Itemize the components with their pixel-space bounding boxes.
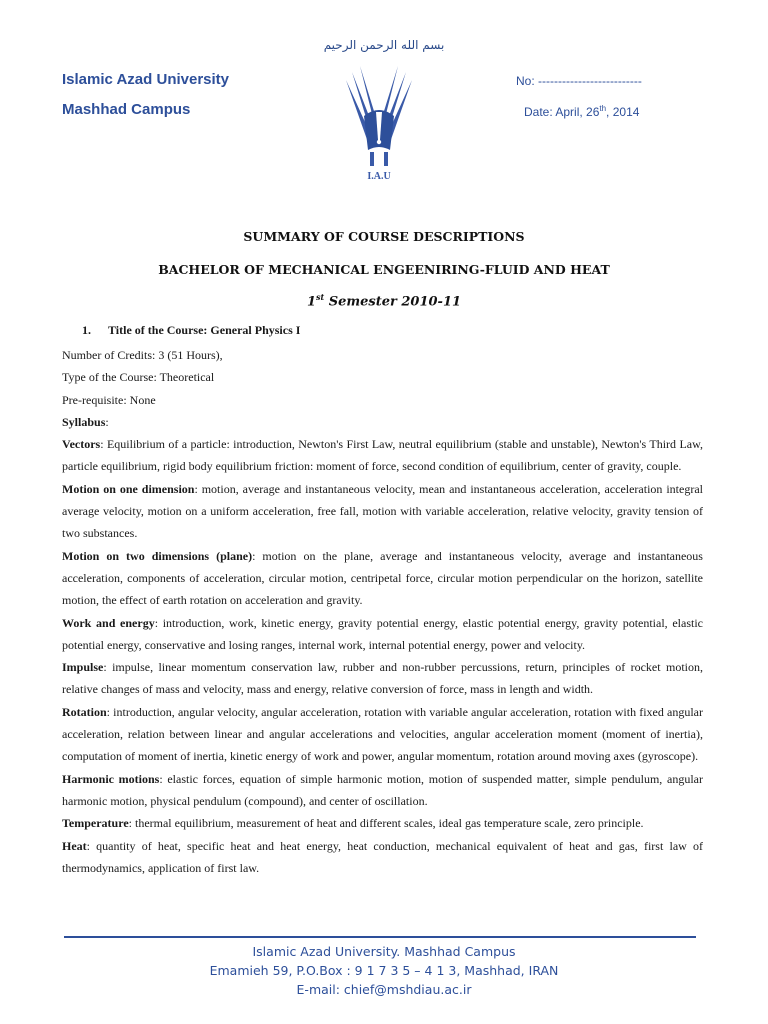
section-term: Rotation — [62, 704, 107, 719]
course-title — [82, 323, 300, 338]
course-number: 1. — [82, 323, 91, 337]
program-title: BACHELOR OF MECHANICAL ENGEENIRING-FLUID AND HEAT — [158, 262, 610, 277]
date-suffix: , 2014 — [606, 105, 640, 119]
document-number: No: -------------------------- — [516, 74, 642, 88]
footer-email: E-mail: chief@mshdiau.ac.ir — [296, 982, 472, 997]
syllabus-section-motion-2d — [62, 545, 703, 612]
iau-logo-icon — [340, 58, 418, 182]
semester-title — [0, 292, 768, 309]
section-text: : introduction, angular velocity, angular acceleration, rotation with variable angular acceleration, rotation with fixed angular acceleration, relation between linear and angular accelerations and velocities, angular acceleration moment (moment of inertia), computation of moment of inertia, kinetic energy of work and power, angular momentum, rotation around moving axes (gyroscope). — [62, 704, 703, 764]
syllabus-section-motion-1d — [62, 478, 703, 545]
syllabus-label: Syllabus — [62, 414, 106, 429]
campus-name: Mashhad Campus — [62, 101, 191, 118]
course-body — [62, 344, 703, 879]
bismillah-header: بسم الله الرحمن الرحيم — [323, 38, 445, 52]
section-text: : motion on the plane, average and instantaneous velocity, average and instantaneous acceleration, components of acceleration, circular motion, centripetal force, circular motion perpendicular on the horizon, satellite motion, the effect of earth rotation on acceleration and gravity. — [62, 548, 703, 608]
course-credits: Number of Credits: 3 (51 Hours), — [62, 348, 223, 362]
logo-text: I.A.U — [367, 171, 391, 182]
course-prerequisite: Pre-requisite: None — [62, 392, 156, 407]
section-text: : motion, average and instantaneous velocity, mean and instantaneous acceleration, acceleration integral average velocity, motion on a uniform acceleration, free fall, motion with variable acceleration, relative velocity, gravity tension of two substances. — [62, 481, 703, 541]
section-term: Harmonic motions — [62, 771, 160, 786]
semester-ordinal: st — [315, 292, 325, 302]
semester-number: 1 — [306, 294, 316, 310]
syllabus-heading: Syllabus: — [62, 414, 109, 429]
course-type: Type of the Course: Theoretical — [62, 370, 215, 385]
section-term: Vectors — [62, 437, 101, 452]
section-text: : elastic forces, equation of simple harmonic motion, motion of suspended matter, simple pendulum, angular harmonic motion, physical pendulum (compound), and center of oscillation. — [62, 771, 703, 808]
date-ordinal: th — [599, 104, 607, 113]
section-text: : Equilibrium of a particle: introduction, Newton's First Law, neutral equilibrium (stable and unstable), Newton's Third Law, particle equilibrium, rigid body equilibrium friction: moment of force, second condition of equilibrium, center of gravity, couple. — [62, 437, 703, 474]
document-date — [524, 104, 639, 119]
syllabus-section-vectors — [62, 433, 703, 478]
section-term: Motion on one dimension — [62, 481, 195, 496]
section-text: : thermal equilibrium, measurement of heat and different scales, ideal gas temperature scale, zero principle. — [128, 816, 644, 831]
course-title-text: Title of the Course: General Physics I — [108, 323, 301, 337]
footer-divider — [64, 936, 696, 938]
syllabus-section-work-energy — [62, 612, 703, 657]
section-term: Temperature — [62, 816, 129, 831]
syllabus-section-heat — [62, 835, 703, 880]
university-name: Islamic Azad University — [62, 71, 230, 88]
section-term: Heat — [62, 838, 87, 853]
document-title: SUMMARY OF COURSE DESCRIPTIONS — [243, 229, 525, 244]
section-text: : introduction, work, kinetic energy, gravity potential energy, elastic potential energy, gravity potential, elastic potential energy, conservative and losing ranges, internal work, internal potential energy, power and velocity. — [62, 615, 704, 652]
section-term: Work and energy — [62, 615, 155, 630]
section-text: : quantity of heat, specific heat and heat energy, heat conduction, mechanical equivalent of heat and gas, first law of thermodynamics, application of first law. — [62, 838, 703, 875]
footer-university: Islamic Azad University. Mashhad Campus — [252, 944, 516, 959]
date-prefix: Date: April, 26 — [524, 105, 600, 119]
syllabus-section-temperature — [62, 812, 703, 834]
footer-address: Emamieh 59, P.O.Box : 9 1 7 3 5 – 4 1 3, Mashhad, IRAN — [209, 963, 559, 978]
syllabus-section-rotation — [62, 701, 703, 768]
section-term: Impulse — [62, 660, 104, 675]
syllabus-section-impulse — [62, 656, 703, 701]
section-text: : impulse, linear momentum conservation law, rubber and non-rubber percussions, return, principles of rocket motion, relative changes of mass and velocity, mass and energy, relative conversion of force, mass in length and width. — [62, 660, 703, 697]
syllabus-section-harmonic — [62, 768, 703, 813]
section-term: Motion on two dimensions (plane) — [62, 548, 253, 563]
semester-text: Semester 2010-11 — [324, 294, 462, 310]
